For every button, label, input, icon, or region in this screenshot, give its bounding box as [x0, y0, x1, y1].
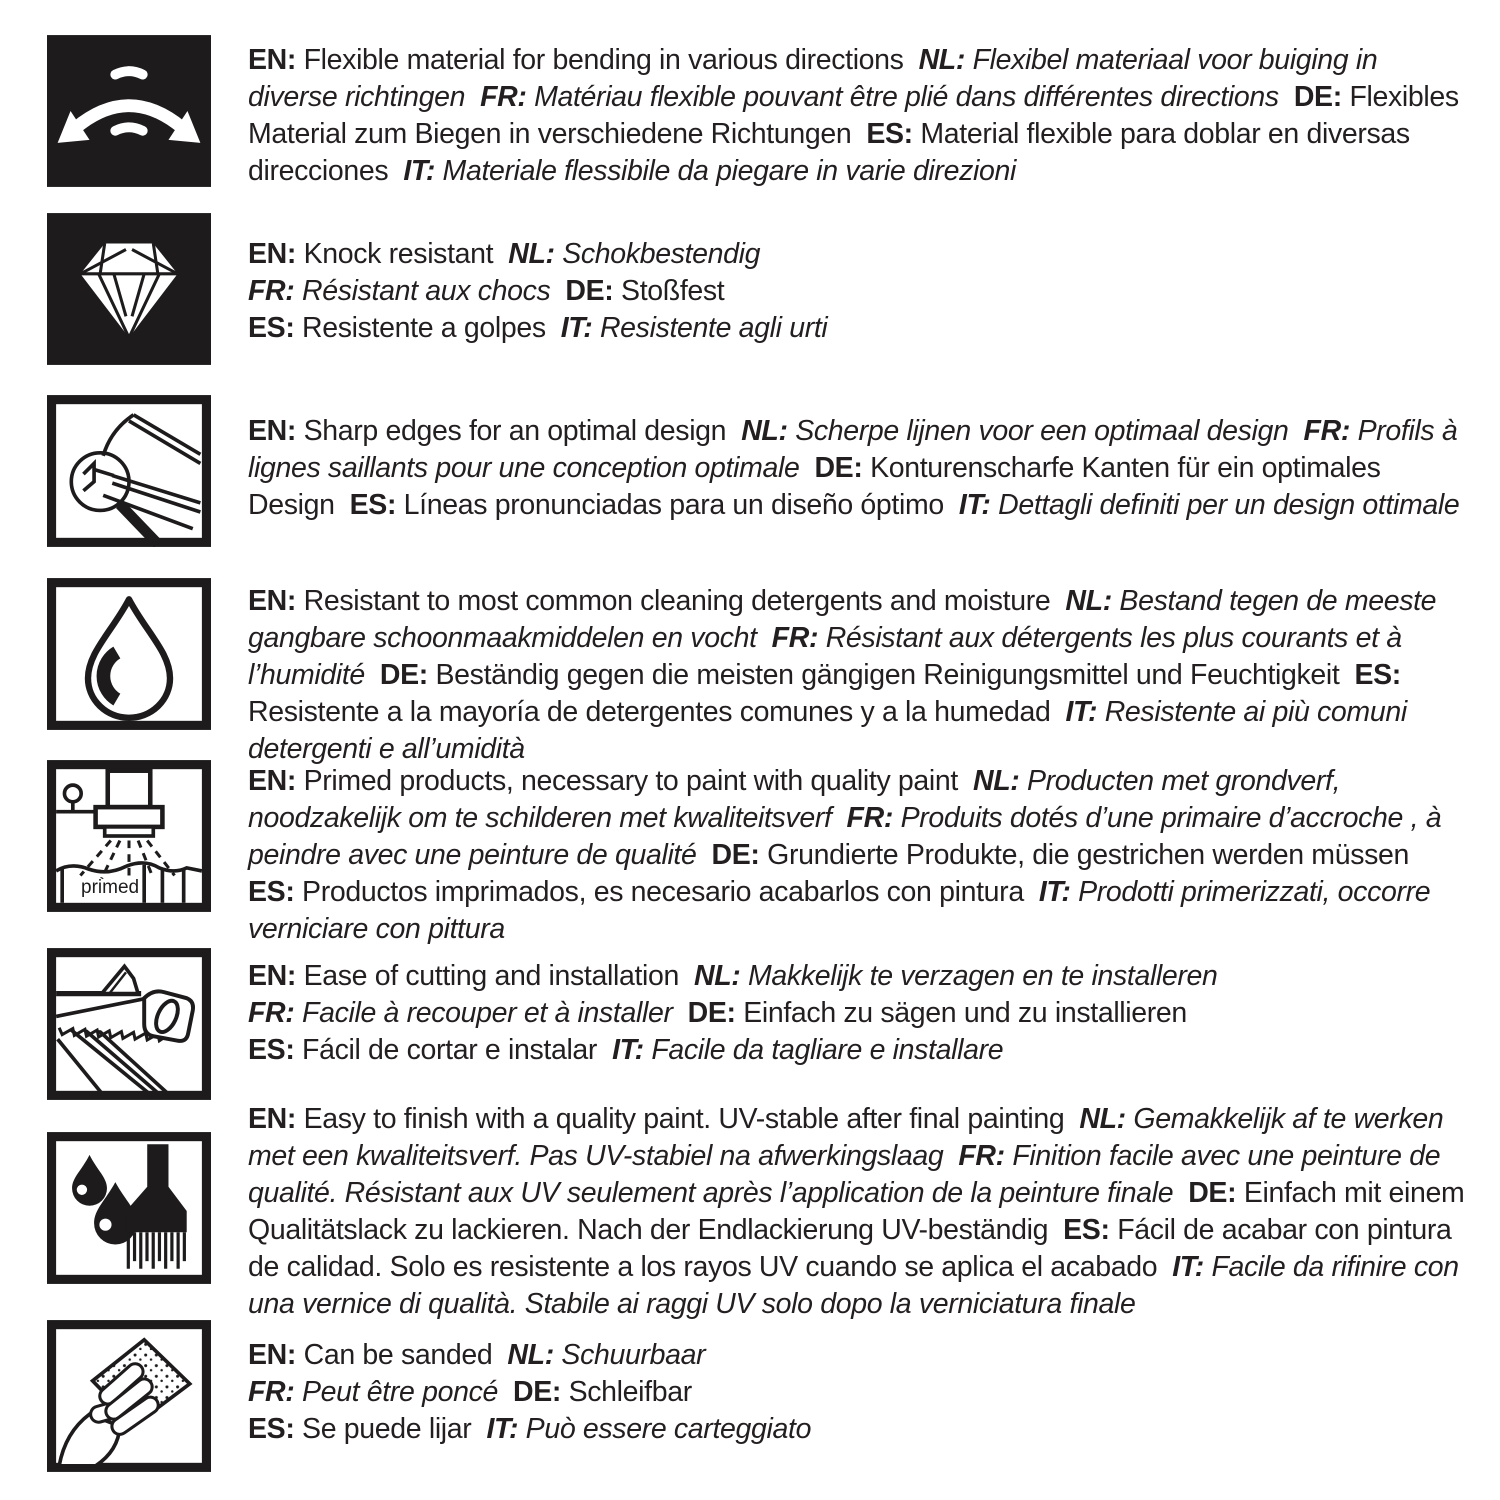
lang-text: Stoßfest [621, 275, 725, 307]
lang-label: DE: [513, 1376, 562, 1408]
lang-text: Schleifbar [568, 1376, 692, 1408]
lang-label: ES: [349, 489, 397, 521]
lang-text: Primed products, necessary to paint with quality paint [303, 765, 958, 797]
lang-label: FR: [248, 275, 295, 307]
primed-icon [47, 760, 211, 912]
lang-text: Facile da tagliare e installare [651, 1034, 1004, 1066]
lang-label: IT: [403, 155, 435, 187]
moisture-resistant-icon [47, 578, 211, 730]
lang-label: DE: [711, 839, 760, 871]
lang-text: Makkelijk te verzagen en te installeren [748, 960, 1218, 992]
lang-label: ES: [248, 312, 295, 344]
lang-label: ES: [1354, 659, 1401, 691]
lang-label: DE: [379, 659, 428, 691]
lang-label: FR: [958, 1140, 1005, 1172]
lang-label: FR: [1303, 415, 1350, 447]
lang-text: Resistente ai più comuni detergenti e all’umidità [248, 696, 1407, 765]
lang-text: Résistant aux détergents les plus courants et à l’humidité [248, 622, 1402, 691]
knock-resistant-icon [47, 213, 211, 365]
lang-label: EN: [248, 960, 297, 992]
lang-text: Fácil de cortar e instalar [302, 1034, 598, 1066]
lang-label: ES: [1063, 1214, 1110, 1246]
lang-text: Einfach zu sägen und zu installieren [743, 997, 1187, 1029]
lang-text: Sharp edges for an optimal design [303, 415, 727, 447]
lang-text: Producten met grondverf, noodzakelijk om te schilderen met kwaliteitsverf [248, 765, 1341, 834]
lang-text: Facile à recouper et à installer [302, 997, 673, 1029]
lang-label: IT: [612, 1034, 644, 1066]
lang-text: Profils à lignes saillants pour une conception optimale [248, 415, 1458, 484]
sharp-edges-icon [47, 395, 211, 547]
lang-text: Schokbestendig [562, 238, 761, 270]
lang-text: Peut être poncé [302, 1376, 498, 1408]
lang-label: DE: [1188, 1177, 1237, 1209]
cutting-icon [47, 948, 211, 1100]
feature-text [248, 1101, 1466, 1323]
lang-label: FR: [771, 622, 819, 654]
lang-text: Résistant aux chocs [302, 275, 551, 307]
lang-text: Easy to finish with a quality paint. UV-stable after final painting [303, 1103, 1065, 1135]
lang-label: EN: [248, 1103, 297, 1135]
lang-label: DE: [565, 275, 614, 307]
feature-text [248, 1337, 1466, 1448]
lang-text: Ease of cutting and installation [303, 960, 680, 992]
lang-text: Fácil de acabar con pintura de calidad. Solo es resistente a los rayos UV cuando se aplica el acabado [248, 1214, 1452, 1283]
lang-label: DE: [687, 997, 736, 1029]
feature-text [248, 958, 1466, 1069]
lang-text: Konturenscharfe Kanten für ein optimales Design [248, 452, 1381, 521]
lang-text: Gemakkelijk af te werken met een kwaliteitsverf. Pas UV-stabiel na afwerkingslaag [248, 1103, 1444, 1172]
lang-label: DE: [814, 452, 863, 484]
feature-text [248, 42, 1466, 190]
lang-label: NL: [694, 960, 741, 992]
lang-label: IT: [560, 312, 593, 344]
feature-text [248, 763, 1466, 948]
lang-label: IT: [1038, 876, 1071, 908]
lang-text: Matériau flexible pouvant être plié dans différentes directions [534, 81, 1279, 113]
lang-label: ES: [866, 118, 913, 150]
lang-label: ES: [248, 1034, 295, 1066]
lang-text: Materiale flessibile da piegare in varie direzioni [442, 155, 1016, 187]
lang-text: Finition facile avec une peinture de qualité. Résistant aux UV seulement après l’application de la peinture finale [248, 1140, 1441, 1209]
lang-text: Líneas pronunciadas para un diseño óptimo [403, 489, 944, 521]
lang-text: Einfach mit einem Qualitätslack zu lackieren. Nach der Endlackierung UV-beständig [248, 1177, 1465, 1246]
lang-label: IT: [1172, 1251, 1204, 1283]
lang-label: IT: [486, 1413, 519, 1445]
lang-text: Flexibles Material zum Biegen in verschiedene Richtungen [248, 81, 1459, 150]
lang-label: EN: [248, 415, 297, 447]
lang-text: Flexibel materiaal voor buiging in diverse richtingen [248, 44, 1378, 113]
lang-label: FR: [846, 802, 893, 834]
lang-text: Can be sanded [303, 1339, 493, 1371]
lang-label: ES: [248, 876, 295, 908]
lang-text: Facile da rifinire con una vernice di qualità. Stabile ai raggi UV solo dopo la verniciatura finale [248, 1251, 1459, 1320]
lang-text: Bestand tegen de meeste gangbare schoonmaakmiddelen en vocht [248, 585, 1437, 654]
lang-label: NL: [1065, 585, 1112, 617]
lang-text: Grundierte Produkte, die gestrichen werden müssen [767, 839, 1409, 871]
lang-label: NL: [972, 765, 1020, 797]
lang-text: Schuurbaar [561, 1339, 706, 1371]
lang-label: EN: [248, 44, 297, 76]
lang-text: Flexible material for bending in various directions [303, 44, 904, 76]
lang-label: EN: [248, 1339, 297, 1371]
lang-label: NL: [507, 1339, 554, 1371]
lang-label: IT: [958, 489, 991, 521]
lang-text: Dettagli definiti per un design ottimale [998, 489, 1460, 521]
sanding-icon [47, 1320, 211, 1472]
lang-text: Scherpe lijnen voor een optimaal design [795, 415, 1289, 447]
lang-text: Se puede lijar [302, 1413, 472, 1445]
lang-text: Beständig gegen die meisten gängigen Reinigungsmittel und Feuchtigkeit [435, 659, 1340, 691]
lang-text: Resistente a golpes [302, 312, 546, 344]
feature-text [248, 236, 1466, 347]
lang-label: IT: [1065, 696, 1098, 728]
lang-label: NL: [508, 238, 555, 270]
lang-label: ES: [248, 1413, 295, 1445]
lang-text: Prodotti primerizzati, occorre verniciare con pittura [248, 876, 1431, 945]
feature-text [248, 413, 1466, 524]
lang-text: Productos imprimados, es necesario acabarlos con pintura [302, 876, 1024, 908]
lang-label: EN: [248, 238, 297, 270]
lang-text: Knock resistant [303, 238, 494, 270]
lang-label: NL: [741, 415, 788, 447]
lang-text: Produits dotés d’une primaire d’accroche , à peindre avec une peinture de qualité [248, 802, 1442, 871]
lang-label: EN: [248, 585, 297, 617]
lang-label: NL: [1079, 1103, 1126, 1135]
lang-label: EN: [248, 765, 297, 797]
lang-text: Material flexible para doblar en diversas direcciones [248, 118, 1410, 187]
paint-finish-icon [47, 1132, 211, 1284]
lang-text: Resistant to most common cleaning detergents and moisture [303, 585, 1051, 617]
lang-text: Può essere carteggiato [525, 1413, 812, 1445]
feature-text [248, 583, 1466, 768]
lang-text: Resistente a la mayoría de detergentes comunes y a la humedad [248, 696, 1051, 728]
lang-label: FR: [248, 1376, 295, 1408]
lang-label: NL: [918, 44, 966, 76]
primed-label: primed [81, 877, 140, 898]
lang-label: DE: [1293, 81, 1342, 113]
flexibility-icon [47, 35, 211, 187]
lang-text: Resistente agli urti [599, 312, 828, 344]
lang-label: FR: [248, 997, 295, 1029]
lang-label: FR: [480, 81, 527, 113]
